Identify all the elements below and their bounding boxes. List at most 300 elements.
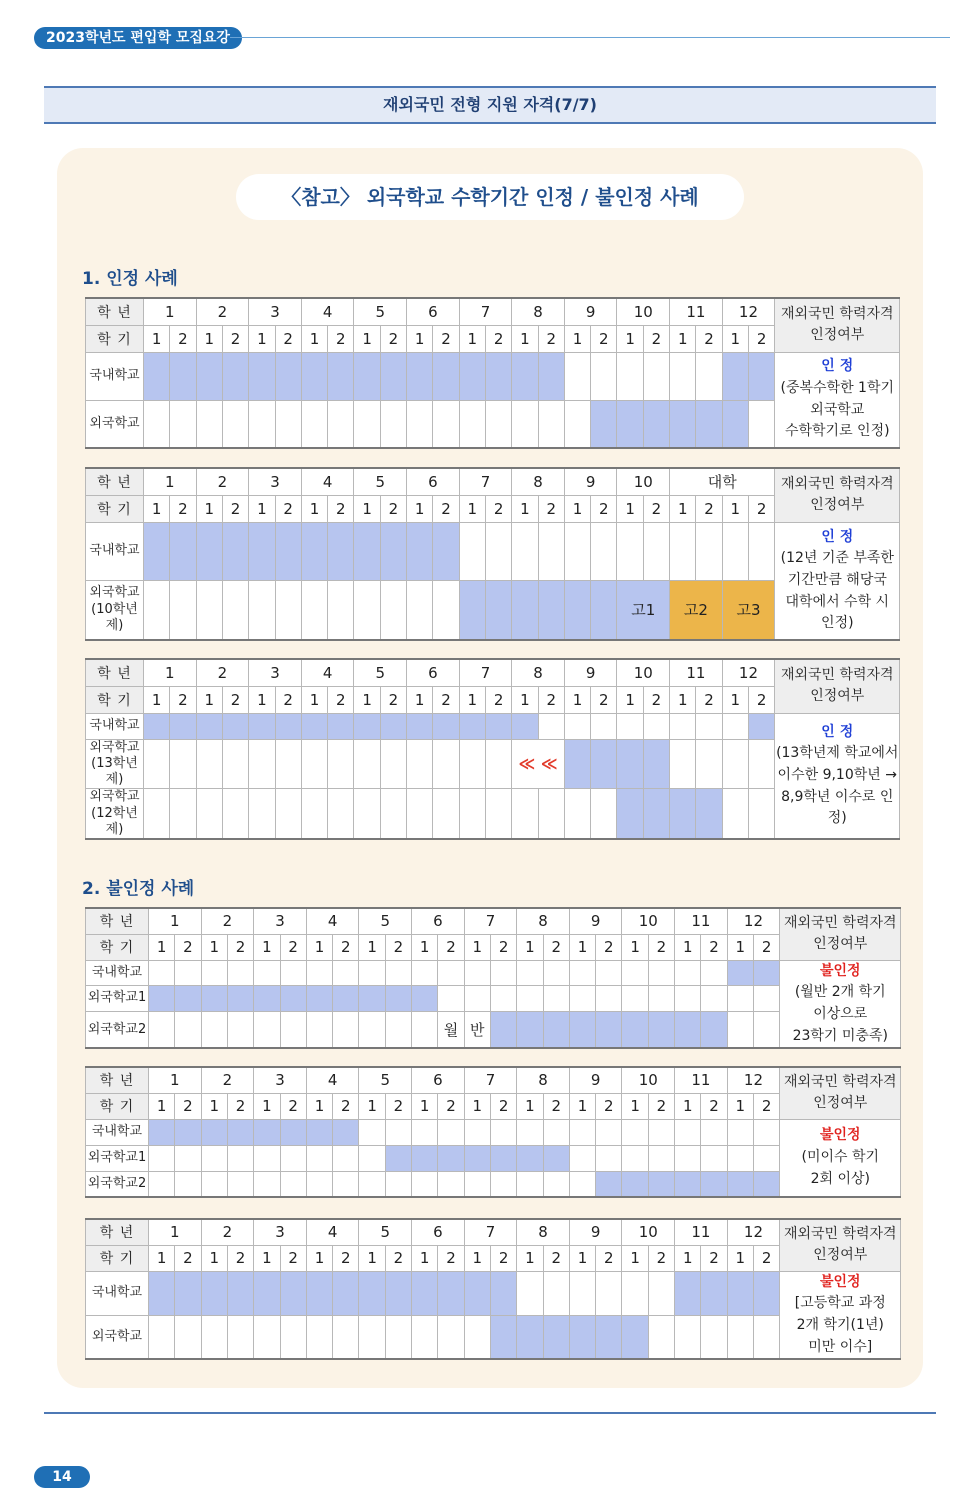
school-label <box>86 1012 149 1049</box>
grade-number: 5 <box>359 908 412 934</box>
attended-semester-cell <box>569 1315 595 1359</box>
semester-number: 1 <box>254 1093 280 1119</box>
semester-number: 1 <box>617 686 643 713</box>
grade-number: 12 <box>722 659 775 686</box>
grade-label: 학 년 <box>86 659 144 686</box>
semester-cell <box>459 522 485 580</box>
attended-semester-cell <box>306 1271 332 1315</box>
semester-number: 1 <box>727 1093 753 1119</box>
attended-semester-cell <box>727 1271 753 1315</box>
grade-number: 5 <box>354 468 407 495</box>
semester-number: 2 <box>643 686 669 713</box>
grade-number: 6 <box>407 468 460 495</box>
rejected-heading: 2. 불인정 사례 <box>82 879 195 899</box>
attended-semester-cell <box>490 1315 516 1359</box>
semester-number: 2 <box>543 1245 569 1271</box>
semester-cell <box>459 789 485 839</box>
semester-number: 1 <box>196 686 222 713</box>
grade-number: 8 <box>512 298 565 325</box>
semester-number: 1 <box>722 686 748 713</box>
attended-semester-cell <box>359 985 385 1011</box>
attended-semester-cell <box>722 352 748 400</box>
semester-cell <box>748 522 774 580</box>
semester-cell <box>149 1145 175 1171</box>
semester-cell <box>359 1315 385 1359</box>
semester-cell <box>254 960 280 985</box>
semester-number: 2 <box>275 495 301 522</box>
school-label-line: (12학년제) <box>91 805 138 837</box>
result-note-line: 2개 학기(1년) <box>796 1316 884 1333</box>
semester-cell <box>354 580 380 640</box>
rejected-status: 불인정 <box>819 962 861 979</box>
attended-semester-cell <box>301 522 327 580</box>
semester-cell <box>490 1119 516 1145</box>
semester-number: 1 <box>622 1245 648 1271</box>
semester-number: 2 <box>433 495 459 522</box>
attended-semester-cell <box>517 1145 543 1171</box>
semester-cell <box>485 400 511 448</box>
semester-cell <box>569 1145 595 1171</box>
attended-semester-cell <box>254 1119 280 1145</box>
semester-number: 2 <box>227 1245 253 1271</box>
semester-cell <box>149 960 175 985</box>
semester-number: 1 <box>512 495 538 522</box>
school-label <box>86 1271 149 1315</box>
semester-number: 2 <box>485 325 511 352</box>
semester-cell <box>149 1171 175 1197</box>
partial-semester-cell: 월 <box>438 1012 464 1049</box>
school-label <box>86 739 144 789</box>
grade-number: 5 <box>354 298 407 325</box>
semester-cell <box>328 739 354 789</box>
semester-cell <box>407 789 433 839</box>
semester-cell <box>464 985 490 1011</box>
rejected-status: 불인정 <box>819 1273 861 1290</box>
semester-cell <box>201 1145 227 1171</box>
semester-number: 2 <box>222 495 248 522</box>
school-label-line: 국내학교 <box>89 542 140 558</box>
semester-number: 1 <box>249 686 275 713</box>
result-header <box>775 659 900 713</box>
result-note-line: (월반 2개 학기 <box>794 984 886 1001</box>
grade-number: 4 <box>301 468 354 495</box>
result-header-line: 인정여부 <box>810 327 865 344</box>
semester-number: 2 <box>648 1093 674 1119</box>
semester-number: 1 <box>144 495 170 522</box>
semester-number: 1 <box>354 325 380 352</box>
school-label-line: 국내학교 <box>91 1123 143 1139</box>
semester-cell <box>380 580 406 640</box>
grade-number: 4 <box>306 908 359 934</box>
semester-cell <box>617 352 643 400</box>
accepted-heading: 1. 인정 사례 <box>82 269 178 289</box>
semester-cell <box>407 580 433 640</box>
attended-semester-cell <box>622 1315 648 1359</box>
attended-semester-cell <box>222 713 248 739</box>
grade-number: 10 <box>622 908 675 934</box>
school-label-line: 외국학교 <box>91 1328 143 1344</box>
semester-number: 2 <box>333 1245 359 1271</box>
semester-cell <box>696 522 722 580</box>
attended-semester-cell <box>280 1119 306 1145</box>
semester-cell <box>328 400 354 448</box>
semester-cell <box>433 739 459 789</box>
grade-label: 학 년 <box>86 298 144 325</box>
rejected-case-table <box>85 1066 901 1198</box>
semester-number: 2 <box>227 1093 253 1119</box>
semester-number: 2 <box>748 325 774 352</box>
attended-semester-cell <box>753 960 779 985</box>
semester-number: 2 <box>538 325 564 352</box>
semester-cell <box>753 1145 779 1171</box>
semester-number: 1 <box>306 1093 332 1119</box>
semester-number: 1 <box>201 934 227 960</box>
semester-number: 1 <box>517 1093 543 1119</box>
semester-cell <box>222 400 248 448</box>
semester-cell <box>543 960 569 985</box>
semester-cell <box>517 985 543 1011</box>
attended-semester-cell <box>696 789 722 839</box>
semester-cell <box>622 985 648 1011</box>
semester-cell <box>727 1119 753 1145</box>
semester-cell <box>301 789 327 839</box>
result-note-line: 23학기 미충족) <box>792 1027 888 1044</box>
semester-number: 1 <box>569 934 595 960</box>
attended-semester-cell <box>196 352 222 400</box>
semester-cell <box>433 580 459 640</box>
attended-semester-cell <box>701 1271 727 1315</box>
attended-semester-cell <box>333 1271 359 1315</box>
grade-number: 2 <box>196 298 249 325</box>
semester-cell <box>696 713 722 739</box>
semester-cell <box>617 522 643 580</box>
semester-cell <box>596 985 622 1011</box>
semester-number: 2 <box>748 495 774 522</box>
attended-semester-cell <box>280 1271 306 1315</box>
semester-cell <box>569 1171 595 1197</box>
result-header <box>775 298 900 352</box>
semester-cell <box>354 789 380 839</box>
grade-number: 6 <box>412 1219 465 1245</box>
attended-semester-cell <box>275 352 301 400</box>
attended-semester-cell <box>433 713 459 739</box>
semester-cell <box>359 1145 385 1171</box>
semester-cell <box>144 400 170 448</box>
result-note-line: 대학에서 수학 시 <box>785 593 890 610</box>
guide-title-badge: 2023학년도 편입학 모집요강 <box>34 27 242 49</box>
attended-semester-cell <box>227 985 253 1011</box>
semester-cell <box>222 739 248 789</box>
result-note-line: 수학학기로 인정) <box>784 423 890 440</box>
school-label-line: (13학년제) <box>91 755 138 787</box>
semester-cell <box>670 522 696 580</box>
semester-cell <box>275 789 301 839</box>
grade-number: 11 <box>675 1067 728 1093</box>
attended-semester-cell <box>596 1171 622 1197</box>
semester-number: 2 <box>696 325 722 352</box>
semester-cell <box>359 960 385 985</box>
attended-semester-cell <box>490 1145 516 1171</box>
attended-semester-cell <box>701 1171 727 1197</box>
semester-number: 2 <box>643 495 669 522</box>
result-header-line: 재외국민 학력자격 <box>780 476 894 493</box>
semester-cell <box>433 789 459 839</box>
semester-cell <box>564 400 590 448</box>
attended-semester-cell <box>438 1271 464 1315</box>
semester-cell <box>622 1119 648 1145</box>
attended-semester-cell <box>249 713 275 739</box>
semester-cell <box>517 1119 543 1145</box>
attended-semester-cell <box>517 1012 543 1049</box>
semester-cell <box>748 739 774 789</box>
semester-cell <box>254 1145 280 1171</box>
semester-cell <box>201 1315 227 1359</box>
result-header-line: 인정여부 <box>810 688 865 705</box>
semester-cell <box>407 400 433 448</box>
semester-number: 1 <box>301 495 327 522</box>
grade-number: 8 <box>517 908 570 934</box>
attended-semester-cell <box>748 713 774 739</box>
semester-number: 1 <box>412 1245 438 1271</box>
grade-number: 12 <box>722 298 775 325</box>
semester-cell <box>517 1171 543 1197</box>
school-label-line: 외국학교2 <box>87 1175 147 1191</box>
semester-cell <box>438 1119 464 1145</box>
attended-semester-cell <box>433 352 459 400</box>
attended-semester-cell <box>643 400 669 448</box>
result-note-line: 외국학교 <box>810 401 865 418</box>
semester-cell <box>696 739 722 789</box>
grade-number: 2 <box>201 1219 254 1245</box>
semester-number: 1 <box>517 934 543 960</box>
semester-cell <box>591 352 617 400</box>
semester-number: 1 <box>407 325 433 352</box>
attended-semester-cell <box>412 1145 438 1171</box>
semester-cell <box>670 739 696 789</box>
attended-semester-cell <box>464 1271 490 1315</box>
grade-number: 10 <box>617 298 670 325</box>
semester-cell <box>701 1315 727 1359</box>
attended-semester-cell <box>438 1145 464 1171</box>
grade-number: 2 <box>201 908 254 934</box>
semester-number: 2 <box>275 686 301 713</box>
semester-cell <box>722 739 748 789</box>
attended-semester-cell <box>459 580 485 640</box>
result-header-line: 인정여부 <box>813 936 868 953</box>
semester-number: 2 <box>643 325 669 352</box>
semester-cell <box>538 400 564 448</box>
attended-semester-cell <box>201 1119 227 1145</box>
attended-semester-cell <box>617 400 643 448</box>
semester-cell <box>569 960 595 985</box>
semester-cell <box>701 1119 727 1145</box>
semester-cell <box>596 1145 622 1171</box>
high-school-cell: 고2 <box>670 580 723 640</box>
attended-semester-cell <box>170 352 196 400</box>
result-note-line: 이상으로 <box>813 1005 868 1022</box>
result-note-line: (중복수학한 1학기 <box>780 380 895 397</box>
attended-semester-cell <box>144 713 170 739</box>
result-note-line: 2회 이상) <box>810 1170 870 1187</box>
attended-semester-cell <box>591 400 617 448</box>
attended-semester-cell <box>596 1315 622 1359</box>
grade-number: 7 <box>459 659 512 686</box>
semester-cell <box>648 1119 674 1145</box>
attended-semester-cell <box>727 960 753 985</box>
semester-cell <box>648 1145 674 1171</box>
grade-number: 9 <box>569 1219 622 1245</box>
grade-number: 7 <box>464 1219 517 1245</box>
grade-number: 3 <box>254 908 307 934</box>
semester-number: 1 <box>622 934 648 960</box>
semester-cell <box>648 1315 674 1359</box>
attended-semester-cell <box>254 985 280 1011</box>
attended-semester-cell <box>222 522 248 580</box>
semester-cell <box>149 1315 175 1359</box>
school-label-line: 외국학교2 <box>87 1021 147 1037</box>
grade-number: 4 <box>301 298 354 325</box>
accepted-status: 인 정 <box>821 723 854 740</box>
grade-number: 4 <box>306 1219 359 1245</box>
semester-cell <box>753 985 779 1011</box>
semester-cell <box>564 522 590 580</box>
semester-cell <box>249 789 275 839</box>
semester-number: 1 <box>675 934 701 960</box>
semester-number: 1 <box>617 495 643 522</box>
result-cell <box>775 713 900 839</box>
grade-number: 2 <box>201 1067 254 1093</box>
semester-number: 1 <box>354 495 380 522</box>
semester-number: 1 <box>254 934 280 960</box>
semester-cell <box>412 1119 438 1145</box>
semester-cell <box>670 352 696 400</box>
grade-number: 7 <box>464 1067 517 1093</box>
semester-number: 1 <box>359 1093 385 1119</box>
semester-cell <box>201 1171 227 1197</box>
school-label <box>86 1171 149 1197</box>
semester-cell <box>490 985 516 1011</box>
grade-number: 9 <box>569 908 622 934</box>
attended-semester-cell <box>748 352 774 400</box>
semester-number: 1 <box>617 325 643 352</box>
semester-cell <box>591 789 617 839</box>
result-note-line: [고등학교 과정 <box>794 1295 886 1312</box>
semester-cell <box>464 1119 490 1145</box>
attended-semester-cell <box>464 1145 490 1171</box>
semester-cell <box>201 1012 227 1049</box>
semester-cell <box>385 1012 411 1049</box>
semester-number: 2 <box>438 1093 464 1119</box>
semester-cell <box>675 1145 701 1171</box>
semester-cell <box>438 1315 464 1359</box>
semester-cell <box>675 985 701 1011</box>
grade-number: 12 <box>727 1067 780 1093</box>
semester-cell <box>249 400 275 448</box>
attended-semester-cell <box>196 713 222 739</box>
semester-cell <box>144 739 170 789</box>
semester-number: 1 <box>149 934 175 960</box>
semester-number: 1 <box>464 1245 490 1271</box>
semester-cell <box>280 1171 306 1197</box>
rejected-status: 불인정 <box>819 1127 861 1144</box>
semester-number: 1 <box>249 495 275 522</box>
semester-number: 2 <box>490 1093 516 1119</box>
semester-number: 2 <box>596 934 622 960</box>
school-label <box>86 713 144 739</box>
semester-number: 1 <box>407 686 433 713</box>
grade-number: 8 <box>512 659 565 686</box>
attended-semester-cell <box>591 739 617 789</box>
semester-cell <box>596 1119 622 1145</box>
semester-cell <box>254 1315 280 1359</box>
result-cell <box>775 522 900 640</box>
semester-number: 2 <box>175 934 201 960</box>
semester-number: 2 <box>485 686 511 713</box>
school-label-line: (10학년제) <box>91 601 138 633</box>
school-label <box>86 580 144 640</box>
semester-number: 2 <box>485 495 511 522</box>
semester-cell <box>512 400 538 448</box>
semester-cell <box>175 1012 201 1049</box>
grade-number: 10 <box>622 1219 675 1245</box>
semester-cell <box>249 739 275 789</box>
school-label-line: 외국학교1 <box>87 1149 147 1165</box>
attended-semester-cell <box>543 1315 569 1359</box>
result-cell <box>780 1119 901 1197</box>
semester-cell <box>648 985 674 1011</box>
grade-number: 6 <box>412 908 465 934</box>
semester-cell <box>591 522 617 580</box>
semester-number: 2 <box>591 495 617 522</box>
school-label <box>86 400 144 448</box>
semester-cell <box>569 1271 595 1315</box>
attended-semester-cell <box>201 1271 227 1315</box>
result-header-line: 재외국민 학력자격 <box>783 1074 897 1091</box>
attended-semester-cell <box>227 1271 253 1315</box>
school-label <box>86 789 144 839</box>
semester-number: 1 <box>301 686 327 713</box>
grade-number: 11 <box>670 659 723 686</box>
attended-semester-cell <box>149 1119 175 1145</box>
semester-cell <box>149 1012 175 1049</box>
attended-semester-cell <box>459 713 485 739</box>
semester-number: 1 <box>569 1245 595 1271</box>
semester-cell <box>543 1119 569 1145</box>
semester-cell <box>306 960 332 985</box>
result-header <box>780 1067 901 1119</box>
grade-number: 12 <box>727 1219 780 1245</box>
result-cell <box>780 960 901 1048</box>
semester-number: 2 <box>170 325 196 352</box>
semester-cell <box>564 789 590 839</box>
semester-cell <box>354 739 380 789</box>
footer-rule <box>44 1412 936 1414</box>
grade-number: 10 <box>622 1067 675 1093</box>
grade-number: 10 <box>617 659 670 686</box>
attended-semester-cell <box>380 522 406 580</box>
semester-number: 2 <box>385 1093 411 1119</box>
semester-cell <box>359 1119 385 1145</box>
semester-number: 2 <box>385 1245 411 1271</box>
semester-cell <box>648 960 674 985</box>
semester-cell <box>569 985 595 1011</box>
semester-cell <box>280 1012 306 1049</box>
attended-semester-cell <box>301 713 327 739</box>
semester-number: 2 <box>328 495 354 522</box>
semester-number: 1 <box>306 934 332 960</box>
attended-semester-cell <box>249 352 275 400</box>
semester-cell <box>512 789 538 839</box>
